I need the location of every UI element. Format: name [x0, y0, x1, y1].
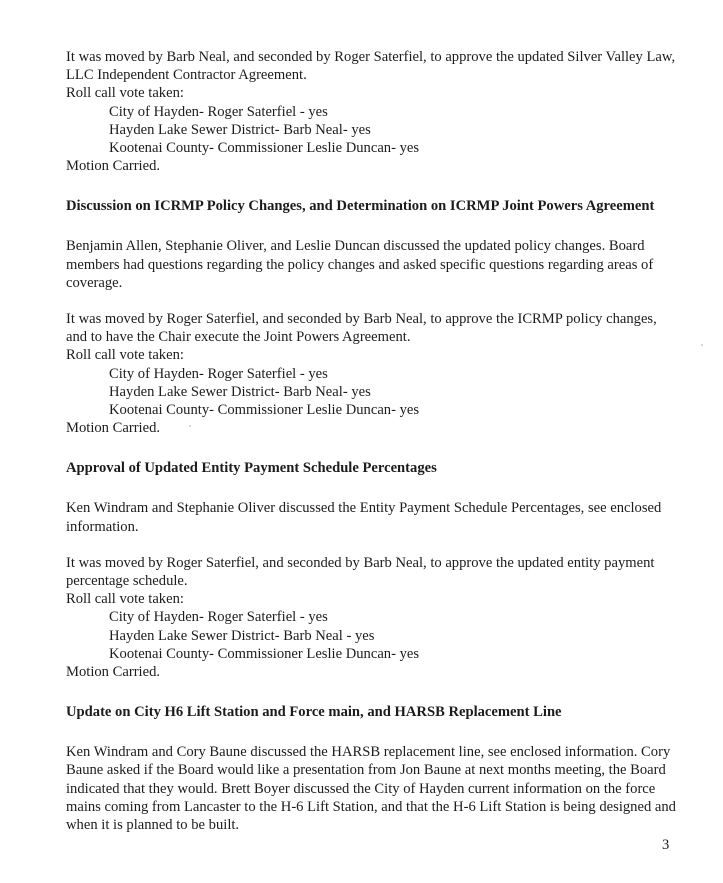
motion-text: It was moved by Roger Saterfiel, and seconded by Barb Neal, to approve the updated entity payment percentage schedule. — [66, 554, 655, 590]
discussion-text: Benjamin Allen, Stephanie Oliver, and Leslie Duncan discussed the updated policy changes. Board members had questions regarding the policy changes and asked specific questions regarding areas of coverage. — [66, 238, 654, 291]
vote-line: Hayden Lake Sewer District- Barb Neal- yes — [109, 121, 371, 138]
scan-speck — [701, 344, 703, 346]
vote-line: Kootenai County- Commissioner Leslie Duncan- yes — [109, 140, 420, 157]
vote-line: City of Hayden- Roger Saterfiel - yes — [109, 365, 328, 382]
vote-line: Kootenai County- Commissioner Leslie Duncan- yes — [109, 645, 420, 662]
section-heading: Update on City H6 Lift Station and Force main, and HARSB Replacement Line — [66, 704, 562, 721]
motion-text: It was moved by Barb Neal, and seconded by Roger Saterfiel, to approve the updated Silver Valley Law, LLC Independent Contractor Agreement. — [66, 49, 676, 84]
motion-silver-valley-law — [66, 48, 678, 175]
page-number: 3 — [662, 837, 670, 853]
roll-call-label: Roll call vote taken: — [66, 591, 184, 608]
section-icrmp — [66, 197, 678, 437]
section-payment-schedule — [66, 459, 678, 681]
vote-line: Kootenai County- Commissioner Leslie Duncan- yes — [109, 402, 420, 419]
vote-line: Hayden Lake Sewer District- Barb Neal - yes — [109, 627, 375, 644]
vote-line: City of Hayden- Roger Saterfiel - yes — [109, 103, 328, 120]
vote-line: Hayden Lake Sewer District- Barb Neal- yes — [109, 383, 371, 400]
roll-call-label: Roll call vote taken: — [66, 85, 184, 102]
roll-call-label: Roll call vote taken: — [66, 347, 184, 364]
section-heading: Discussion on ICRMP Policy Changes, and Determination on ICRMP Joint Powers Agreement — [66, 198, 655, 215]
section-heading: Approval of Updated Entity Payment Schedule Percentages — [66, 460, 437, 477]
motion-text: It was moved by Roger Saterfiel, and seconded by Barb Neal, to approve the ICRMP policy changes, and to have the Chair execute the Joint Powers Agreement. — [66, 311, 657, 346]
scan-speck — [189, 425, 191, 427]
motion-result: Motion Carried. — [66, 158, 161, 175]
motion-result: Motion Carried. — [66, 420, 161, 437]
section-lift-station — [66, 703, 678, 834]
motion-result: Motion Carried. — [66, 664, 161, 681]
page-content — [66, 48, 678, 834]
vote-line: City of Hayden- Roger Saterfiel - yes — [109, 609, 328, 626]
discussion-text: Ken Windram and Stephanie Oliver discussed the Entity Payment Schedule Percentages, see enclosed information. — [66, 500, 662, 535]
discussion-text: Ken Windram and Cory Baune discussed the HARSB replacement line, see enclosed information. Cory Baune asked if the Board would like a presentation from Jon Baune at next months meeting, the Board indicated that they would. Brett Boyer discussed the City of Hayden current information on the force mains coming from Lancaster to the H-6 Lift Station, and that the H-6 Lift Station is being designed and when it is planned to be built. — [66, 744, 676, 834]
